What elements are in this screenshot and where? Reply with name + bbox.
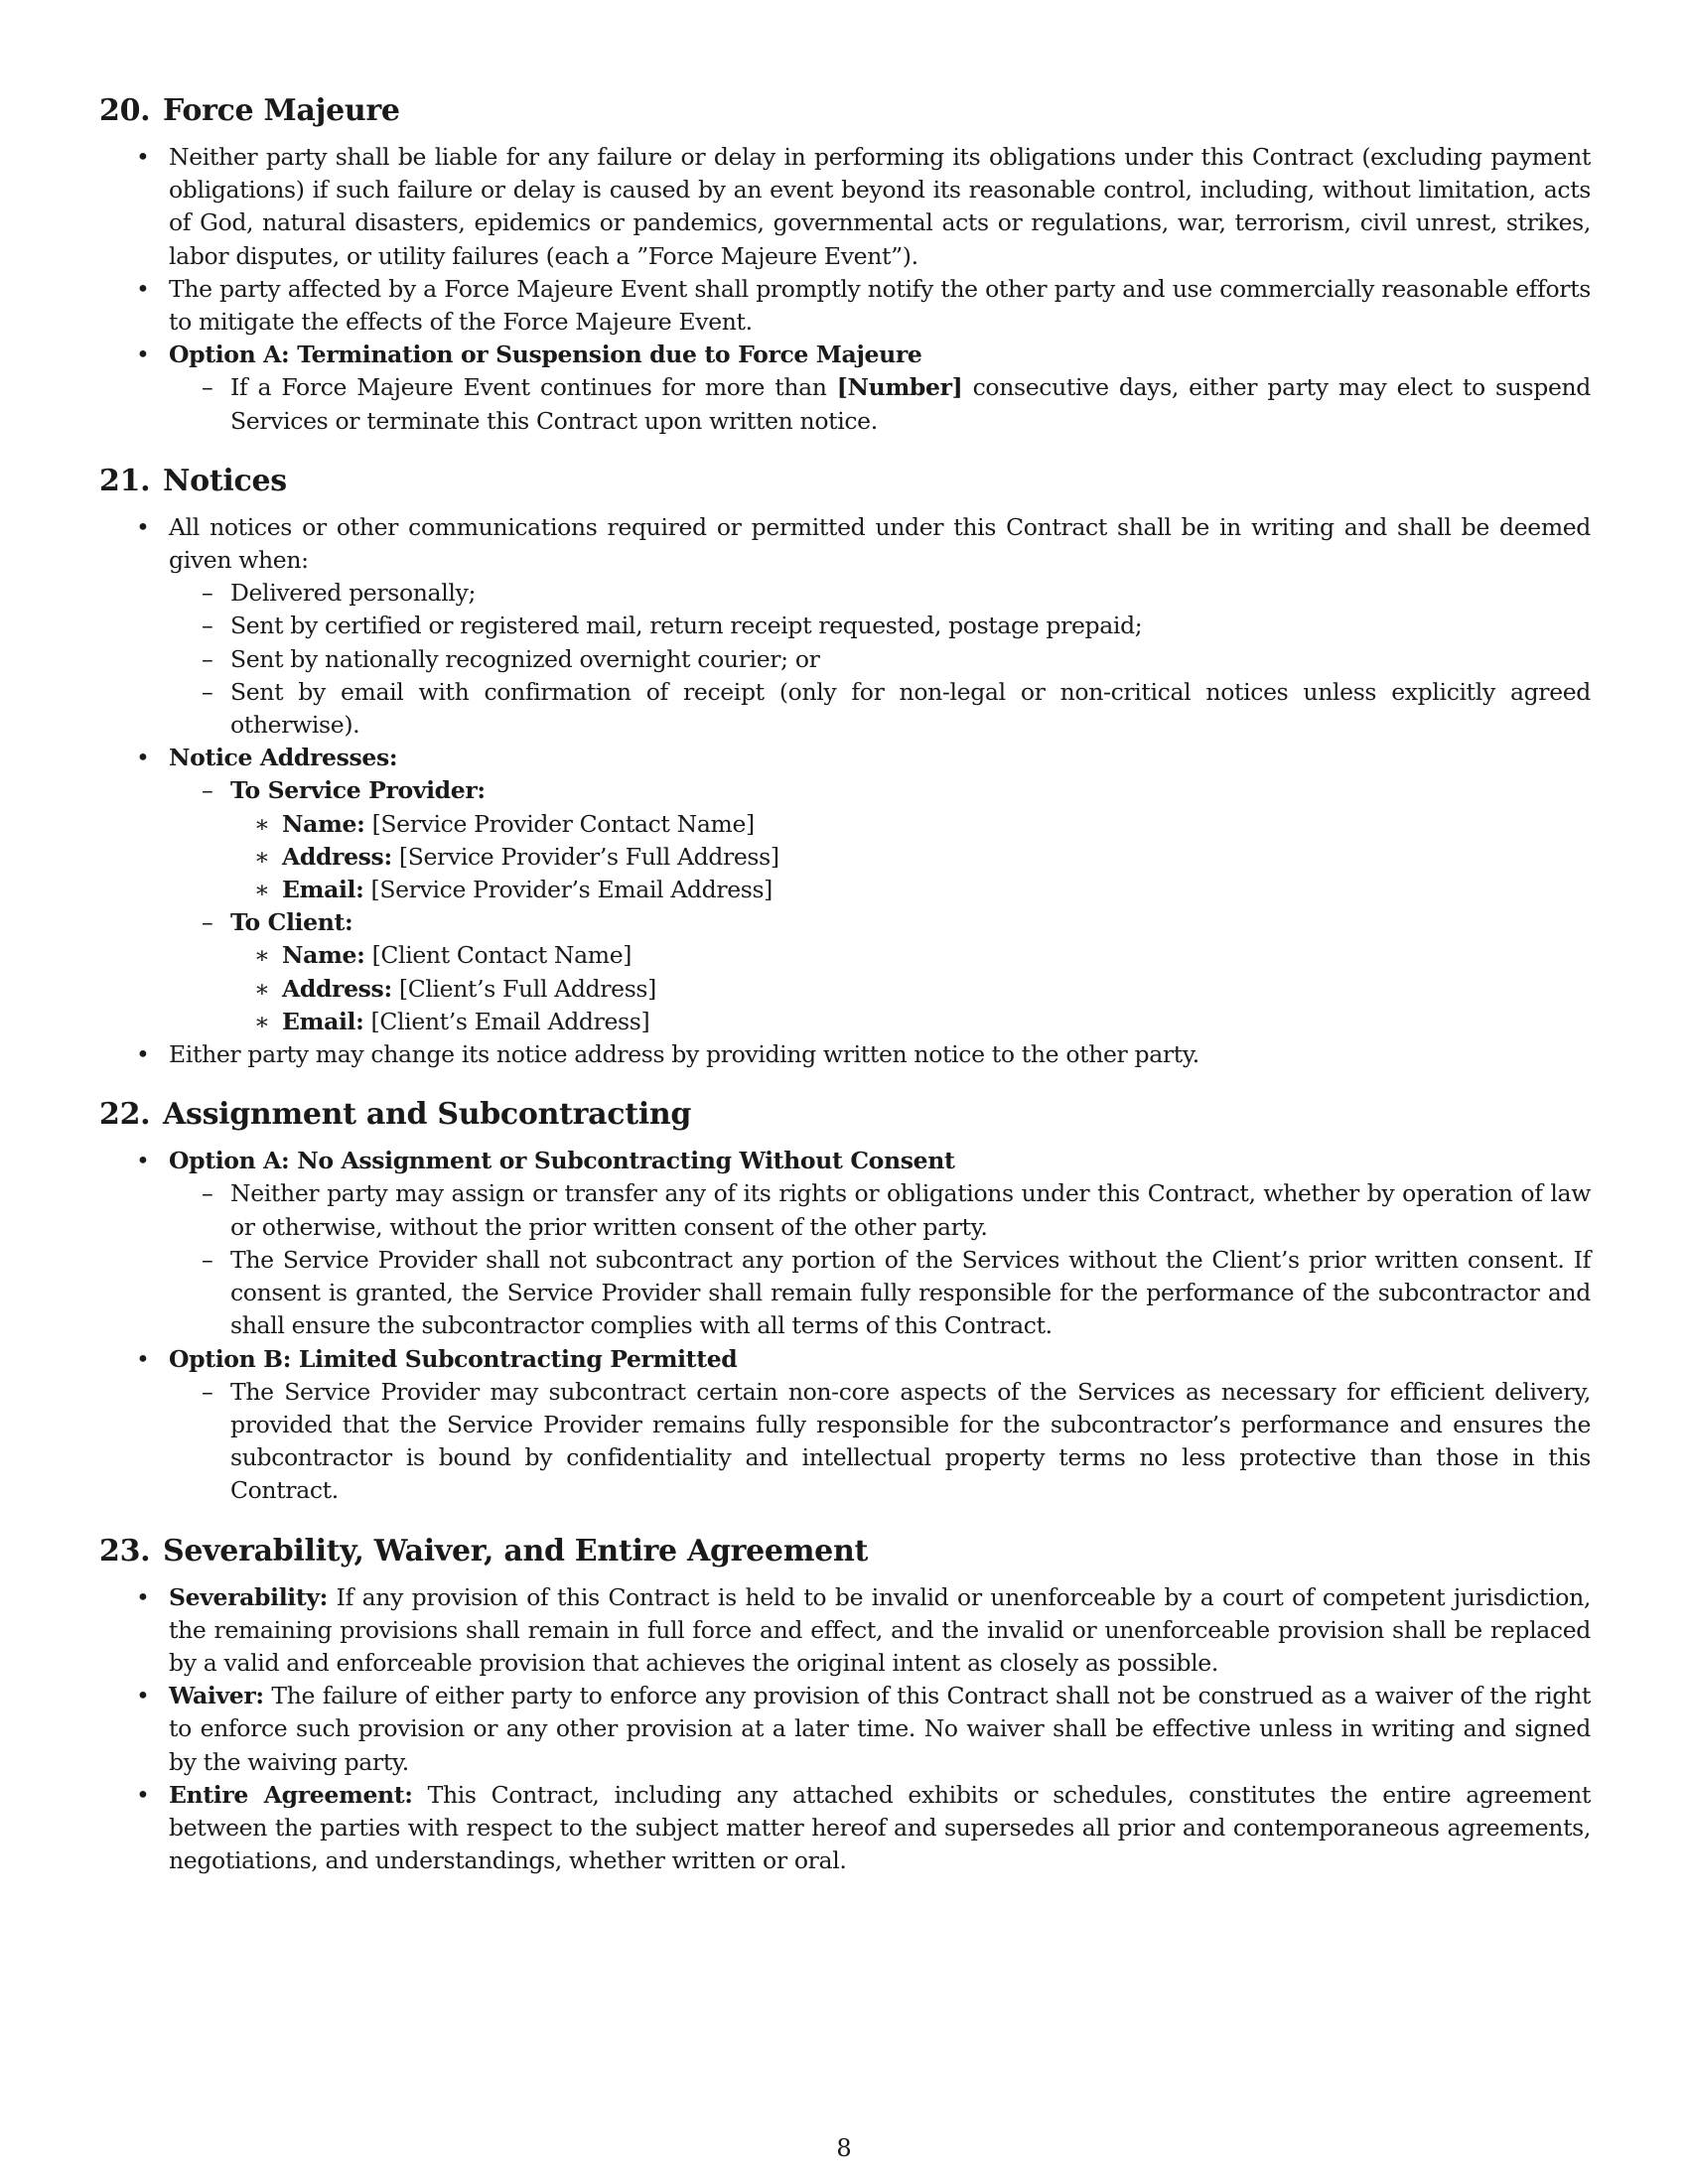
dash-marker: – [202, 1245, 213, 1274]
list-item [99, 511, 1591, 742]
sub-item [169, 643, 1591, 676]
sub-sub-item [230, 1006, 1591, 1038]
item-text: If any provision of this Contract is held to be invalid or unenforceable by a court of competent jurisdiction, the remaining provisions shall remain in full force and effect, and the invalid or unenforceable provision shall be replaced by a valid and enforceable provision that achieves the original intent as closely as possible. [169, 1582, 1591, 1677]
section-number: 23. [99, 1533, 151, 1569]
bullet-list [99, 1145, 1591, 1507]
field-label: Email: [282, 1007, 364, 1035]
dash-marker: – [202, 1377, 213, 1406]
section-assignment [99, 1095, 1591, 1507]
field-label: Email: [282, 876, 364, 904]
recipient-label: To Client: [230, 908, 353, 937]
dash-marker: – [202, 612, 213, 640]
bullet-marker: • [136, 1582, 150, 1611]
sub-item [169, 774, 1591, 906]
bullet-marker: • [136, 744, 150, 772]
sub-sub-list [230, 808, 1591, 907]
item-text: Neither party shall be liable for any failure or delay in performing its obligations under this Contract (excluding payment obligations) if such failure or delay is caused by an event beyond its reasonable control, including, without limitation, acts of God, natural disasters, epidemics or pandemics, governmental acts or regulations, war, terrorism, civil unrest, strikes, labor disputes, or utility failures (each a ”Force Majeure Event”). [169, 143, 1591, 270]
list-item [99, 273, 1591, 339]
item-text: Delivered personally; [230, 579, 477, 608]
list-item [99, 1145, 1591, 1342]
item-text: The party affected by a Force Majeure Event shall promptly notify the other party and use commercially reasonable efforts to mitigate the effects of the Force Majeure Event. [169, 274, 1591, 337]
dash-marker: – [202, 644, 213, 673]
bullet-list [99, 511, 1591, 1071]
field-label: Address: [282, 842, 392, 871]
section-number: 22. [99, 1097, 151, 1133]
bullet-list [99, 141, 1591, 438]
list-item [99, 1343, 1591, 1508]
item-text: The Service Provider shall not subcontract any portion of the Services without the Client’s prior written consent. If consent is granted, the Service Provider shall remain fully responsible for the performance of the subcontractor and shall ensure the subcontractor complies with all terms of this Contract. [230, 1245, 1591, 1340]
bullet-marker: • [136, 1780, 150, 1809]
bullet-list [99, 1581, 1591, 1878]
section-title: Severability, Waiver, and Entire Agreement [163, 1533, 869, 1569]
star-marker: ∗ [254, 941, 270, 970]
section-title: Assignment and Subcontracting [163, 1097, 692, 1133]
sub-sub-list [230, 939, 1591, 1038]
item-text: This Contract, including any attached exhibits or schedules, constitutes the entire agreement between the parties with respect to the subject matter hereof and supersedes all prior and contemporaneous agreements, negotiations, and understandings, whether written or oral. [169, 1780, 1591, 1875]
section-notices [99, 462, 1591, 1071]
sub-item [169, 577, 1591, 610]
field-value: [Service Provider’s Full Address] [391, 842, 779, 871]
bullet-marker: • [136, 1682, 150, 1710]
sub-item [169, 610, 1591, 642]
section-heading [99, 91, 1591, 131]
star-marker: ∗ [254, 842, 270, 871]
sub-item [169, 676, 1591, 742]
section-number: 21. [99, 463, 151, 498]
bullet-marker: • [136, 274, 150, 303]
star-marker: ∗ [254, 876, 270, 904]
list-item [99, 1581, 1591, 1681]
section-number: 20. [99, 93, 151, 128]
dash-marker: – [202, 677, 213, 706]
item-text: All notices or other communications required or permitted under this Contract shall be in writing and shall be deemed given when: [169, 512, 1591, 575]
sub-list [169, 774, 1591, 1038]
field-value: [Client’s Email Address] [363, 1007, 650, 1035]
document-page [99, 91, 1591, 1901]
dash-marker: – [202, 1179, 213, 1208]
clause-label: Entire Agreement: [169, 1780, 413, 1809]
sub-item [169, 1177, 1591, 1243]
option-label: Option A: Termination or Suspension due to Force Majeure [169, 341, 922, 369]
sub-sub-item [230, 841, 1591, 874]
sub-list [169, 577, 1591, 742]
sub-sub-item [230, 973, 1591, 1006]
item-text: Sent by certified or registered mail, return receipt requested, postage prepaid; [230, 612, 1143, 640]
sub-list [169, 1376, 1591, 1508]
section-severability [99, 1532, 1591, 1878]
sub-sub-item [230, 874, 1591, 906]
sub-item [169, 906, 1591, 1038]
section-heading [99, 1532, 1591, 1571]
bullet-marker: • [136, 341, 150, 369]
list-item [99, 339, 1591, 438]
field-value: [Service Provider’s Email Address] [363, 876, 774, 904]
placeholder-number: [Number] [836, 373, 963, 402]
list-item [99, 141, 1591, 273]
recipient-label: To Service Provider: [230, 776, 486, 805]
field-label: Address: [282, 974, 392, 1003]
field-value: [Client’s Full Address] [391, 974, 656, 1003]
bullet-marker: • [136, 1344, 150, 1373]
field-label: Name: [282, 941, 365, 970]
field-value: [Service Provider Contact Name] [364, 809, 755, 838]
item-text: The failure of either party to enforce any provision of this Contract shall not be construed as a waiver of the right to enforce such provision or any other provision at a later time. No waiver shall be effective unless in writing and signed by the waiving party. [169, 1682, 1591, 1776]
clause-label: Waiver: [169, 1682, 264, 1710]
item-text: Sent by nationally recognized overnight courier; or [230, 644, 820, 673]
list-item [99, 1779, 1591, 1878]
item-text: If a Force Majeure Event continues for more than [230, 373, 837, 402]
sub-item [169, 371, 1591, 437]
option-label: Option B: Limited Subcontracting Permitted [169, 1344, 738, 1373]
dash-marker: – [202, 579, 213, 608]
option-label: Option A: No Assignment or Subcontracting Without Consent [169, 1147, 955, 1175]
sub-item [169, 1244, 1591, 1343]
dash-marker: – [202, 776, 213, 805]
item-text: Either party may change its notice address by providing written notice to the other party. [169, 1040, 1199, 1069]
section-title: Notices [163, 463, 287, 498]
addresses-label: Notice Addresses: [169, 744, 398, 772]
section-heading [99, 462, 1591, 501]
sub-list [169, 371, 1591, 437]
field-value: [Client Contact Name] [364, 941, 633, 970]
item-text: Sent by email with confirmation of receipt (only for non-legal or non-critical notices unless explicitly agreed otherwise). [230, 677, 1591, 740]
list-item [99, 1038, 1591, 1071]
list-item [99, 742, 1591, 1038]
star-marker: ∗ [254, 809, 270, 838]
dash-marker: – [202, 373, 213, 402]
star-marker: ∗ [254, 974, 270, 1003]
bullet-marker: • [136, 1147, 150, 1175]
star-marker: ∗ [254, 1007, 270, 1035]
section-heading [99, 1095, 1591, 1135]
sub-item [169, 1376, 1591, 1508]
dash-marker: – [202, 908, 213, 937]
item-text: Neither party may assign or transfer any of its rights or obligations under this Contract, whether by operation of law or otherwise, without the prior written consent of the other party. [230, 1179, 1591, 1241]
sub-sub-item [230, 939, 1591, 972]
page-number: 8 [836, 2134, 852, 2162]
sub-list [169, 1177, 1591, 1342]
sub-sub-item [230, 808, 1591, 841]
item-text: The Service Provider may subcontract certain non-core aspects of the Services as necessary for efficient delivery, provided that the Service Provider remains fully responsible for the subcontractor’s performance and ensures the subcontractor is bound by confidentiality and intellectual property terms no less protective than those in this Contract. [230, 1377, 1591, 1505]
clause-label: Severability: [169, 1582, 328, 1611]
item-text: consecutive days, either party may elect to suspend Services or terminate this Contract upon written notice. [230, 373, 1591, 435]
section-force-majeure [99, 91, 1591, 438]
bullet-marker: • [136, 143, 150, 171]
section-title: Force Majeure [163, 93, 400, 128]
bullet-marker: • [136, 512, 150, 541]
bullet-marker: • [136, 1040, 150, 1069]
field-label: Name: [282, 809, 365, 838]
list-item [99, 1680, 1591, 1779]
